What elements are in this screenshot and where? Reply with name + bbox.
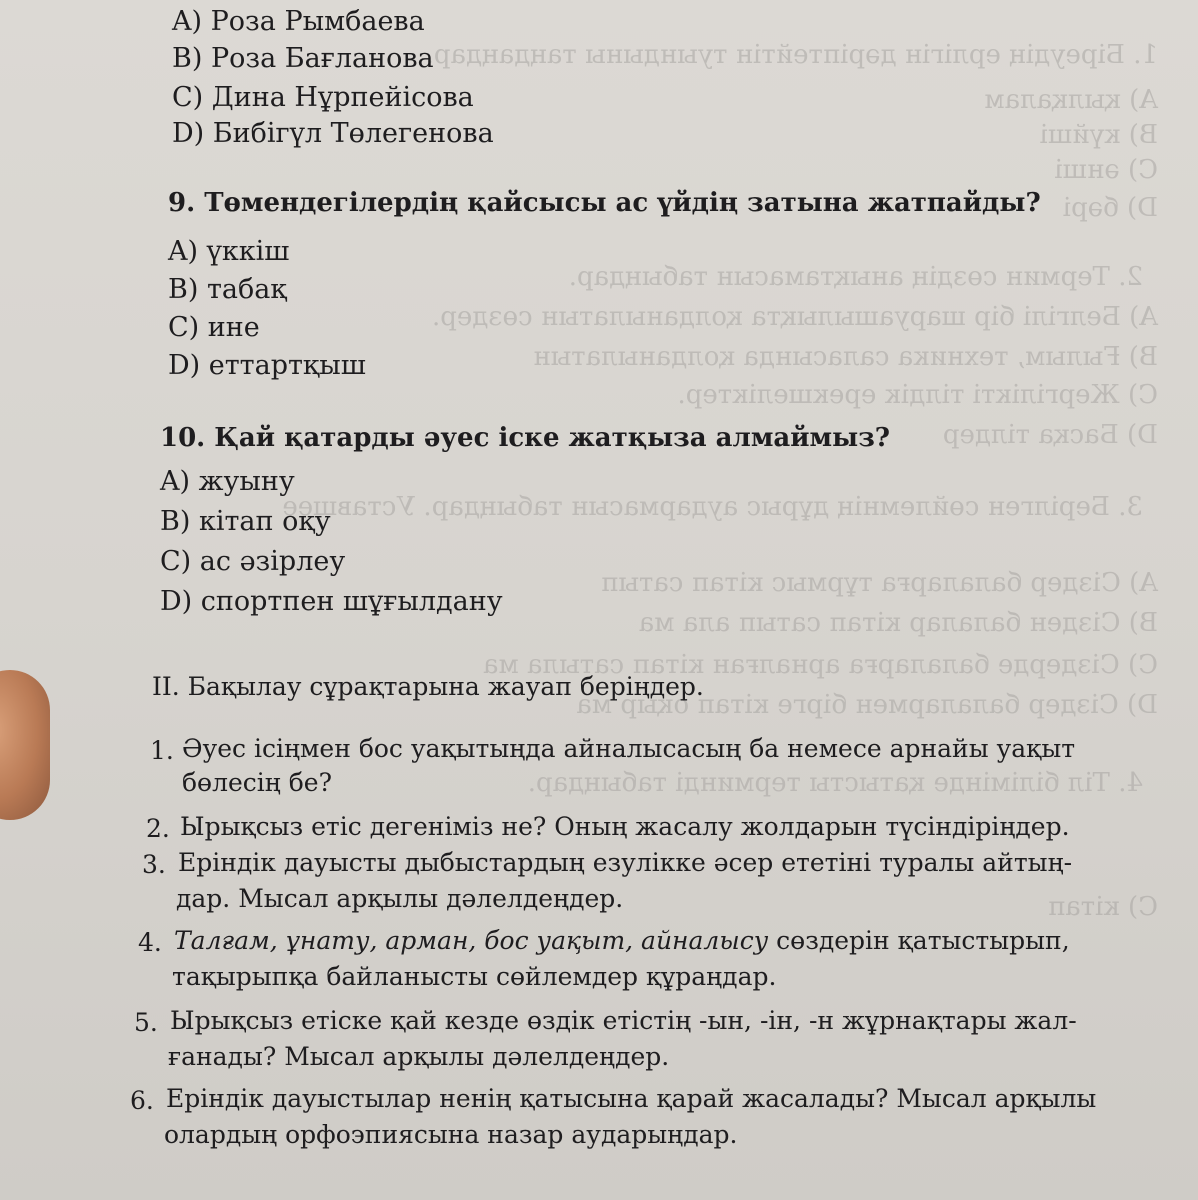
bleed-line: C) кітап [1047,892,1158,922]
question-10-option-d: D) спортпен шұғылдану [160,586,503,617]
bleed-line: A) қылқалам [984,85,1158,115]
item-4-line-1 [174,928,1070,953]
thumb-finger [0,670,50,820]
item-6-number: 6. [130,1086,154,1115]
item-3-line-2: дар. Мысал арқылы дәлелдеңдер. [176,884,624,913]
item-4-italic-words: Талғам, ұнату, арман, бос уақыт, айналысу [174,926,769,955]
item-1-number: 1. [150,736,174,765]
item-4-number: 4. [138,928,162,957]
bleed-line: B) Сізден балалар кітап сатып ала ма [638,608,1158,638]
item-2-line-1: Ырықсыз етіс дегеніміз не? Оның жасалу жолдарын түсіндіріңдер. [180,812,1070,841]
question-9-title: 9. Төмендегілердің қайсысы ас үйдің затына жатпайды? [168,188,1041,218]
item-4-rest: сөздерін қатыстырып, [768,926,1070,955]
question-10-option-c: C) ас әзірлеу [160,546,346,577]
item-1-line-2: бөлесің бе? [182,768,332,797]
question-10-title: 10. Қай қатарды әуес іске жатқыза алмаймыз? [160,423,891,453]
bleed-line: C) Жергілікті тілдік ерекшеліктер. [677,380,1158,410]
bleed-line: B) Ғылым, техника саласында қолданылатын [533,342,1158,372]
bleed-line: A) Белгілі бір шаруашылықта қолданылатын сөздер. [431,302,1158,332]
bleed-line: D) бәрі [1062,193,1158,223]
question-10-option-a: A) жуыну [160,466,295,497]
item-6-line-1: Еріндік дауыстылар ненің қатысына қарай жасалады? Мысал арқылы [166,1084,1097,1113]
item-5-line-2: ғанады? Мысал арқылы дәлелдеңдер. [168,1042,670,1071]
item-4-line-2: тақырыпқа байланысты сөйлемдер құраңдар. [172,962,777,991]
section-2-heading: II. Бақылау сұрақтарына жауап беріңдер. [152,672,704,701]
prev-option-d: D) Бибігүл Төлегенова [172,118,494,149]
bleed-line: D) Басқа тілдер [942,420,1158,450]
item-3-number: 3. [142,850,166,879]
prev-option-a: A) Роза Рымбаева [172,6,425,37]
item-3-line-1: Еріндік дауысты дыбыстардың езулікке әсер ететіні туралы айтың- [178,848,1073,877]
bleed-line: 4. Тіл білімінде қатысты терминді табыңдар. [527,768,1143,798]
question-9-option-a: A) үккіш [168,236,290,267]
bleed-line: 1. Біреудің ерлігін дәріптейтін туындыны таңдаңдар. [425,40,1158,70]
bleed-line: B) күйші [1039,120,1158,150]
question-9-option-c: C) ине [168,312,260,343]
item-1-line-1: Әуес ісіңмен бос уақытыңда айналысасың ба немесе арнайы уақыт [182,734,1076,763]
bleed-line: 2. Термин сөздің анықтамасын табыңдар. [568,262,1143,292]
bleed-line: 3. Берілген сөйлемнің дұрыс аудармасын табыңдар. Уставшее [282,492,1143,522]
prev-option-c: C) Дина Нұрпейісова [172,82,474,113]
item-5-number: 5. [134,1008,158,1037]
bleed-line: D) Сіздер балалармен бірге кітап оқыр ма [576,690,1158,720]
item-2-number: 2. [146,814,170,843]
question-9-option-b: B) табақ [168,274,287,305]
question-10-option-b: B) кітап оқу [160,506,331,537]
question-9-option-d: D) еттартқыш [168,350,366,381]
bleed-line: C) әнші [1054,155,1158,185]
bleed-line: C) Сіздерде балаларға арналған кітап сатыла ма [483,650,1158,680]
prev-option-b: B) Роза Бағланова [172,43,434,74]
item-5-line-1: Ырықсыз етіске қай кезде өздік етістің -ын, -ін, -н жұрнақтары жал- [170,1006,1077,1035]
bleed-line: A) Сіздер балаларға тұрмыс кітап сатып [600,568,1158,598]
item-6-line-2: олардың орфоэпиясына назар аударыңдар. [164,1120,738,1149]
